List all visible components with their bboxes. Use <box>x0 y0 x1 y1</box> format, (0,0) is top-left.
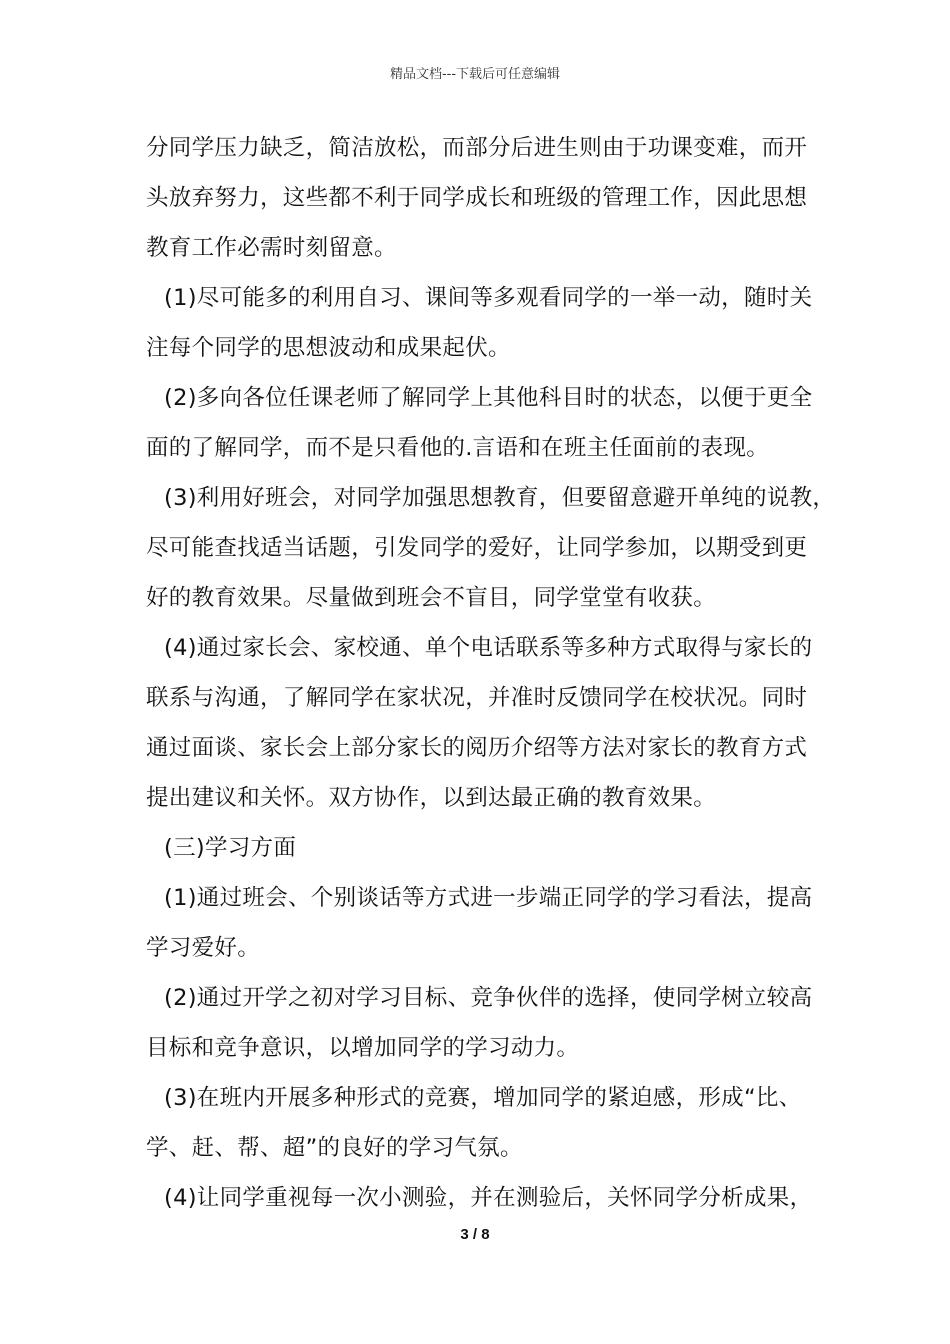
body-line: 通过面谈、家长会上部分家长的阅历介绍等方法对家长的教育方式 <box>146 735 808 761</box>
body-line: 注每个同学的思想波动和成果起伏。 <box>146 335 511 361</box>
body-line: (1)通过班会、个别谈话等方式进一步端正同学的学习看法，提高 <box>164 885 813 911</box>
page-number: 3 / 8 <box>460 1226 490 1243</box>
body-line: (3)在班内开展多种形式的竞赛，增加同学的紧迫感，形成“比、 <box>164 1085 802 1111</box>
section-heading: (三)学习方面 <box>164 835 297 861</box>
body-line: 分同学压力缺乏，简洁放松，而部分后进生则由于功课变难，而开 <box>146 135 808 161</box>
body-line: 尽可能查找适当话题，引发同学的爱好，让同学参加，以期受到更 <box>146 535 808 561</box>
body-line: (2)多向各位任课老师了解同学上其他科目时的状态，以便于更全 <box>164 385 813 411</box>
body-line: (3)利用好班会，对同学加强思想教育，但要留意避开单纯的说教， <box>164 485 836 511</box>
document-body <box>146 128 836 1228</box>
body-line: 目标和竞争意识，以增加同学的学习动力。 <box>146 1035 580 1061</box>
body-line: 学习爱好。 <box>146 935 261 961</box>
body-line: 头放弃努力，这些都不利于同学成长和班级的管理工作，因此思想 <box>146 185 808 211</box>
body-line: (4)让同学重视每一次小测验，并在测验后，关怀同学分析成果， <box>164 1185 813 1211</box>
body-line: 好的教育效果。尽量做到班会不盲目，同学堂堂有收获。 <box>146 585 717 611</box>
body-line: 面的了解同学，而不是只看他的.言语和在班主任面前的表现。 <box>146 435 770 461</box>
body-line: (4)通过家长会、家校通、单个电话联系等多种方式取得与家长的 <box>164 635 813 661</box>
body-line: (1)尽可能多的利用自习、课间等多观看同学的一举一动，随时关 <box>164 285 813 311</box>
body-line: 提出建议和关怀。双方协作，以到达最正确的教育效果。 <box>146 785 717 811</box>
body-line: 学、赶、帮、超”的良好的学习气氛。 <box>146 1135 523 1161</box>
body-line: 联系与沟通，了解同学在家状况，并准时反馈同学在校状况。同时 <box>146 685 808 711</box>
body-line: 教育工作必需时刻留意。 <box>146 235 397 261</box>
body-line: (2)通过开学之初对学习目标、竞争伙伴的选择，使同学树立较高 <box>164 985 813 1011</box>
page-header: 精品文档---下载后可任意编辑 <box>389 67 561 82</box>
